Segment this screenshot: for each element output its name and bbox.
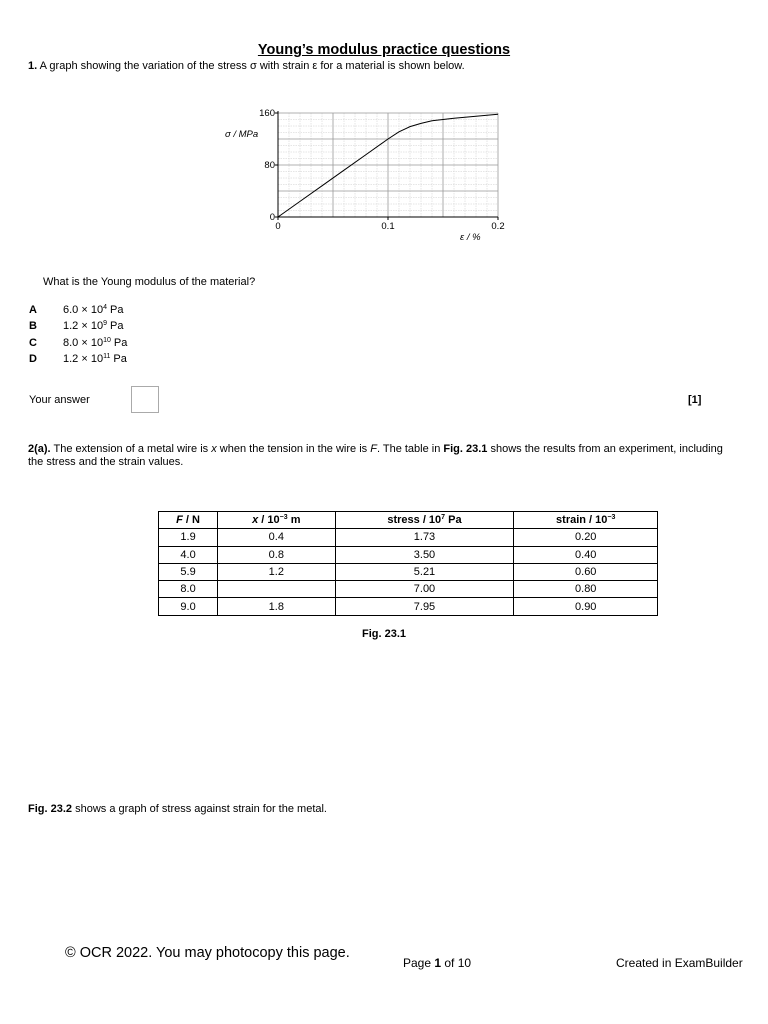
table-row: 5.9 1.2 5.21 0.60: [159, 563, 658, 580]
question-1-text: [28, 60, 465, 72]
answer-options: [29, 304, 127, 369]
option-value: $1.2 \times 10^9$ Pa: [63, 320, 124, 333]
y-tick-label: 0: [269, 212, 275, 223]
table-row: 9.0 1.8 7.95 0.90: [159, 598, 658, 615]
option-value: $8.0 \times 10^{10}$ Pa: [63, 336, 128, 349]
x-tick-label: 0.2: [491, 221, 505, 232]
answer-box[interactable]: [131, 386, 159, 413]
option-b: [29, 320, 127, 336]
header-extension: x / $10^{-3}$ m: [218, 512, 335, 529]
question-1-prompt: What is the Young modulus of the material?: [43, 276, 256, 288]
figure-2-reference: Fig. 23.2 shows a graph of stress against strain for the metal.: [28, 803, 327, 815]
question-2a-number: 2(a).: [28, 443, 51, 455]
question-2a-text: 2(a). The extension of a metal wire is x when the tension in the wire is F. The table in Fig. 23.1 shows the results from an experiment, including the stress and the strain values.: [28, 443, 723, 468]
x-axis-label: ε / %: [460, 232, 481, 243]
y-tick-label: 80: [264, 160, 275, 171]
y-tick-label: 160: [259, 108, 275, 119]
header-stress: stress / $10^7$ Pa: [335, 512, 514, 529]
option-letter: A: [29, 304, 37, 316]
x-tick-label: 0: [275, 221, 281, 232]
chart-ticks: [259, 108, 504, 232]
marks-label: [1]: [688, 394, 702, 406]
your-answer-label: Your answer: [29, 394, 90, 406]
created-in-label: Created in ExamBuilder: [616, 956, 743, 970]
page-number: Page 1 of 10: [403, 956, 472, 970]
table-row: 8.0 7.00 0.80: [159, 581, 658, 598]
option-letter: D: [29, 352, 37, 365]
question-1-stem: A graph showing the variation of the stress σ with strain ε for a material is shown below.: [39, 60, 465, 72]
table-row: 1.9 0.4 1.73 0.20: [159, 529, 658, 546]
option-c: [29, 337, 127, 353]
option-d: [29, 353, 127, 369]
copyright-notice: © OCR 2022. You may photocopy this page.: [65, 945, 350, 961]
table-header-row: [159, 512, 658, 529]
option-letter: C: [29, 336, 37, 349]
question-1-number: 1.: [28, 60, 38, 72]
option-a: [29, 304, 127, 320]
figure-caption: Fig. 23.1: [361, 628, 407, 640]
option-value: $6.0 \times 10^4$ Pa: [63, 304, 124, 316]
y-axis-label: σ / MPa: [225, 129, 259, 140]
x-tick-label: 0.1: [381, 221, 395, 232]
stress-strain-graph: [210, 100, 520, 250]
table-row: 4.0 0.8 3.50 0.40: [159, 546, 658, 563]
page-title: Young’s modulus practice questions: [257, 42, 511, 58]
option-letter: B: [29, 320, 37, 333]
header-force: F / N: [159, 512, 218, 529]
header-strain: strain / $10^{-3}$: [514, 512, 658, 529]
results-table: [158, 511, 658, 616]
chart-grid: [278, 113, 498, 217]
option-value: $1.2 \times 10^{11}$ Pa: [63, 352, 127, 365]
